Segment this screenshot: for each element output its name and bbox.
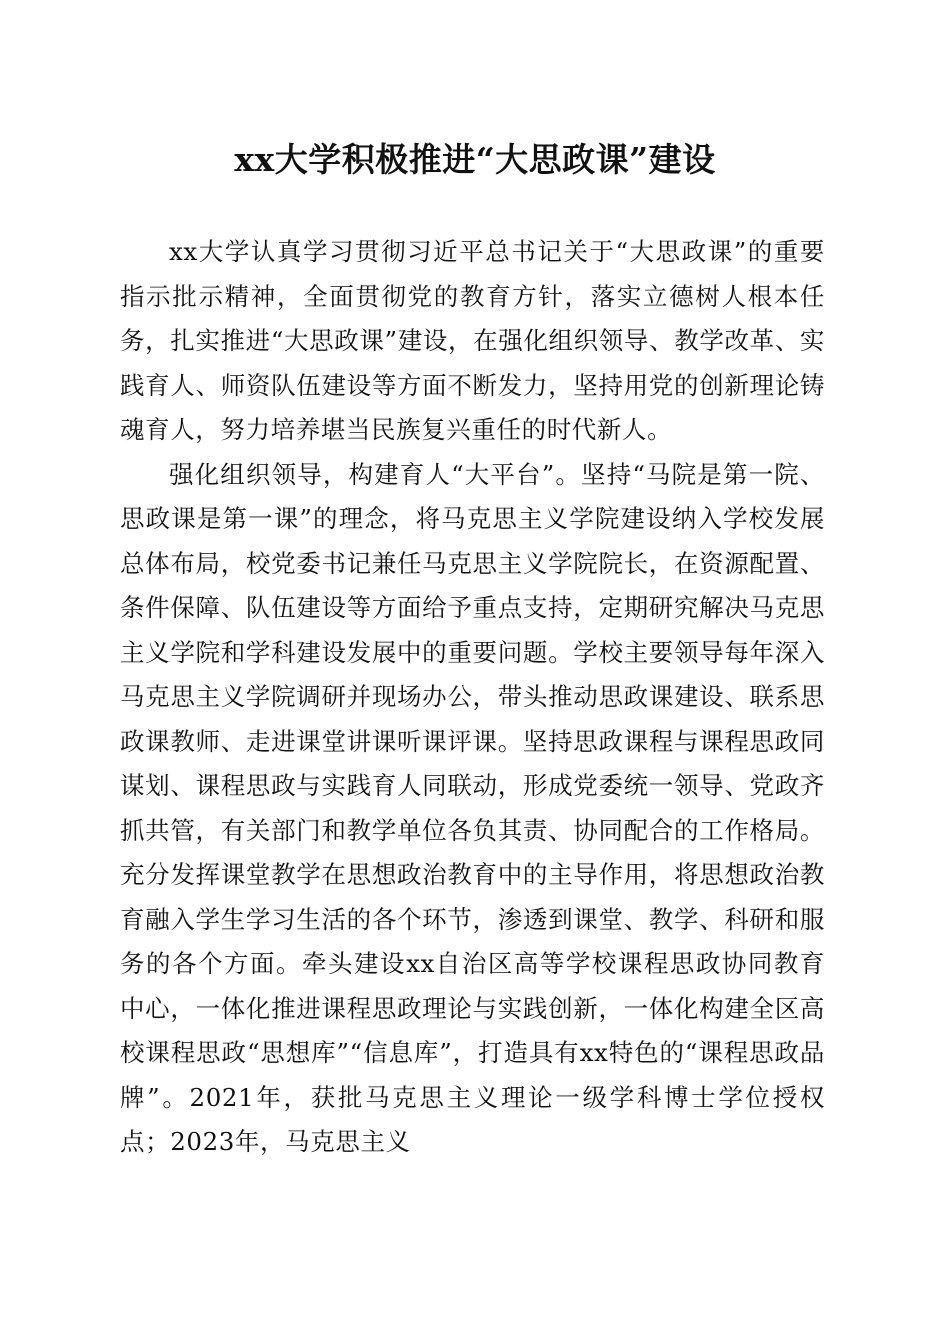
paragraph-organization-leadership: 强化组织领导，构建育人“大平台”。坚持“马院是第一院、思政课是第一课”的理念，将马克思主义学院建设纳入学校发展总体布局，校党委书记兼任马克思主义学院院长，在资源配置、条件保障、队伍建设等方面给予重点支持，定期研究解决马克思主义学院和学科建设发展中的重要问题。学校主要领导每年深入马克思主义学院调研并现场办公，带头推动思政课建设、联系思政课教师、走进课堂讲课听课评课。坚持思政课程与课程思政同谋划、课程思政与实践育人同联动，形成党委统一领导、党政齐抓共管，有关部门和教学单位各负其责、协同配合的工作格局。充分发挥课堂教学在思想政治教育中的主导作用，将思想政治教育融入学生学习生活的各个环节，渗透到课堂、教学、科研和服务的各个方面。牵头建设xx自治区高等学校课程思政协同教育中心，一体化推进课程思政理论与实践创新，一体化构建全区高校课程思政“思想库”“信息库”，打造具有xx特色的“课程思政品牌”。2021年，获批马克思主义理论一级学科博士学位授权点；2023年，马克思主义 (120, 459, 825, 1156)
document-body (120, 230, 825, 1165)
document-title: xx大学积极推进“大思政课”建设 (234, 140, 716, 179)
paragraph-intro: xx大学认真学习贯彻习近平总书记关于“大思政课”的重要指示批示精神，全面贯彻党的教育方针，落实立德树人根本任务，扎实推进“大思政课”建设，在强化组织领导、教学改革、实践育人、师资队伍建设等方面不断发力，坚持用党的创新理论铸魂育人，努力培养堪当民族复兴重任的时代新人。 (120, 237, 825, 444)
